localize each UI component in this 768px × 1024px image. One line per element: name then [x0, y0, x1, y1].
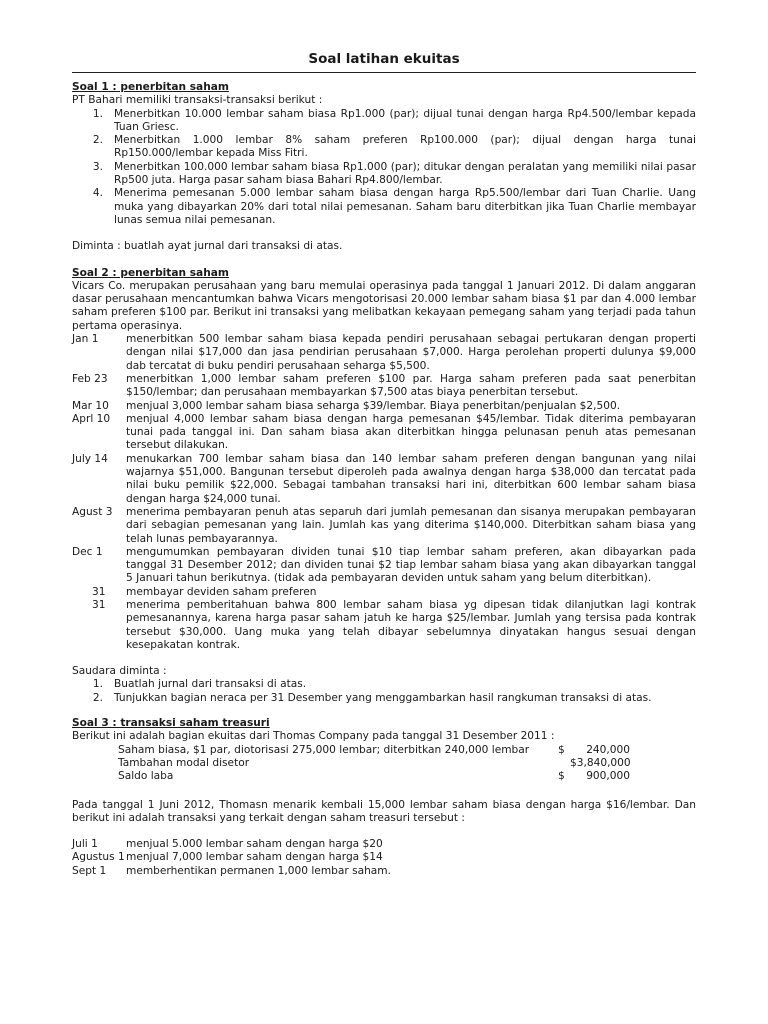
entry-date: Aprl 10 — [72, 412, 111, 425]
equity-label: Saham biasa, $1 par, diotorisasi 275,000 lembar; diterbitkan 240,000 lembar — [118, 743, 530, 756]
entry-text: menerbitkan 1,000 lembar saham preferen $100 par. Harga saham preferen pada saat penerbitan $150/lembar; dan perusahaan membayarkan $7,500 atas biaya penerbitan tersebut. — [126, 372, 696, 399]
transaction-entry — [72, 333, 696, 373]
transaction-entry — [72, 506, 696, 546]
table-row — [72, 770, 696, 783]
document-page — [72, 50, 696, 878]
item-number: 1. — [92, 107, 103, 120]
equity-amount: 240,000 — [586, 743, 630, 756]
transaction-entry — [72, 851, 696, 864]
list-item — [72, 134, 696, 161]
soal-2-intro: Vicars Co. merupakan perusahaan yang baru memulai operasinya pada tanggal 1 Januari 2012. Di dalam anggaran dasar perusahaan mencantumkan bahwa Vicars mengotorisasi 20.000 lembar saham biasa $1 par dan 4.000 lembar saham preferen $100 par. Berikut ini transaksi yang melibatkan kekayaan pemegang saham yang terjadi pada tahun pertama operasinya. — [72, 279, 696, 332]
entry-text: menjual 3,000 lembar saham biasa seharga $39/lembar. Biaya penerbitan/penjualan $2,500. — [126, 399, 621, 412]
entry-text: menerima pemberitahuan bahwa 800 lembar saham biasa yg dipesan tidak dilanjutkan lagi kontrak pemesanannya, karena harga pasar saham jatuh ke harga $25/lembar. Jumlah yang tersisa pada kontrak tersebut $30,000. Uang muka yang telah dibayar sebelumnya dinyatakan hangus sesuai dengan kesepakatan kontrak. — [126, 598, 696, 651]
entry-date: Agustus 1 — [72, 851, 125, 864]
item-text: Menerima pemesanan 5.000 lembar saham biasa dengan harga Rp5.500/lembar dari Tuan Charlie. Uang muka yang dibayarkan 20% dari total nilai pemesanan. Saham baru diterbitkan jika Tuan Charlie membayar lunas semua nilai pemesanan. — [114, 187, 696, 226]
equity-amount: $3,840,000 — [570, 756, 631, 769]
spacer — [72, 652, 696, 665]
entry-text: membayar deviden saham preferen — [126, 585, 317, 598]
soal-1-section — [72, 81, 696, 254]
entry-date: Agust 3 — [72, 505, 113, 518]
entry-text: memberhentikan permanen 1,000 lembar saham. — [126, 864, 391, 877]
entry-text: menerbitkan 500 lembar saham biasa kepada pendiri perusahaan sebagai pertukaran dengan properti dengan nilai $17,000 dan jasa pendirian perusahaan $7,000. Harga perolehan properti dulunya $9,000 dab tercatat di buku pendiri perusahaan seharga $5,500. — [126, 333, 696, 372]
spacer — [72, 825, 696, 838]
item-number: 1. — [92, 678, 103, 691]
soal-3-section — [72, 717, 696, 878]
list-item — [72, 161, 696, 188]
entry-text: menerima pembayaran penuh atas separuh dari jumlah pemesanan dan sisanya merupakan pembayaran dari sebagian pemesanan yang lain. Jumlah kas yang diterima $140,000. Diterbitkan saham biasa yang telah lunas pembayarannya. — [126, 505, 696, 545]
entry-date: Juli 1 — [72, 838, 98, 851]
transaction-entry — [72, 838, 696, 851]
entry-date: July 14 — [72, 452, 108, 465]
title-rule — [72, 72, 696, 73]
list-item — [72, 187, 696, 227]
list-item — [72, 692, 696, 705]
entry-text: menjual 4,000 lembar saham biasa dengan harga pemesanan $45/lembar. Tidak diterima pembayaran tunai pada tanggal ini. Dan saham biasa akan diterbitkan hingga pelunasan penuh atas pemesanan tersebut dilakukan. — [126, 412, 696, 452]
transaction-entry — [72, 373, 696, 400]
entry-date: Mar 10 — [72, 399, 109, 412]
equity-currency: $ — [558, 770, 565, 783]
item-text: Menerbitkan 100.000 lembar saham biasa Rp1.000 (par); ditukar dengan peralatan yang memiliki nilai pasar Rp500 juta. Harga pasar saham biasa Bahari Rp4.800/lembar. — [114, 160, 696, 187]
entry-date: 31 — [92, 598, 106, 611]
soal-1-diminta: Diminta : buatlah ayat jurnal dari transaksi di atas. — [72, 240, 343, 253]
soal-2-diminta: Saudara diminta : — [72, 665, 167, 678]
item-number: 2. — [92, 134, 103, 147]
list-item — [72, 108, 696, 135]
soal-3-heading: Soal 3 : transaksi saham treasuri — [72, 717, 270, 730]
item-number: 2. — [92, 691, 103, 704]
list-item — [72, 678, 696, 691]
spacer — [72, 254, 696, 267]
transaction-entry — [72, 586, 696, 599]
transaction-entry — [72, 865, 696, 878]
entry-text: menjual 7,000 lembar saham dengan harga $14 — [126, 851, 383, 864]
soal-1-heading: Soal 1 : penerbitan saham — [72, 81, 229, 93]
soal-1-intro: PT Bahari memiliki transaksi-transaksi berikut : — [72, 94, 323, 107]
equity-table — [72, 744, 696, 784]
equity-amount: 900,000 — [586, 770, 630, 783]
transaction-entry — [72, 599, 696, 652]
entry-date: Dec 1 — [72, 545, 103, 558]
equity-label: Tambahan modal disetor — [118, 756, 250, 769]
transaction-entry — [72, 453, 696, 506]
item-text: Buatlah jurnal dari transaksi di atas. — [114, 678, 307, 691]
item-text: Tunjukkan bagian neraca per 31 Desember yang menggambarkan hasil rangkuman transaksi di atas. — [114, 691, 652, 704]
entry-text: mengumumkan pembayaran dividen tunai $10 tiap lembar saham preferen, akan dibayarkan pada tanggal 31 Desember 2012; dan dividen tunai $2 tiap lembar saham biasa yang akan dibayarkan tanggal 5 Januari tahun berikutnya. (tidak ada pembayaran deviden untuk saham yang belum diterbitkan). — [126, 545, 696, 585]
equity-label: Saldo laba — [118, 770, 174, 783]
soal-3-intro: Berikut ini adalah bagian ekuitas dari Thomas Company pada tanggal 31 Desember 2011 : — [72, 730, 555, 743]
equity-currency: $ — [558, 743, 565, 756]
entry-date: 31 — [92, 585, 106, 598]
spacer — [72, 705, 696, 717]
entry-date: Sept 1 — [72, 864, 107, 877]
transaction-entry — [72, 546, 696, 586]
item-text: Menerbitkan 10.000 lembar saham biasa Rp1.000 (par); dijual tunai dengan harga Rp4.500/lembar kepada Tuan Griesc. — [114, 107, 696, 133]
item-number: 4. — [92, 187, 103, 200]
transaction-entry — [72, 400, 696, 413]
soal-2-section — [72, 267, 696, 706]
entry-text: menjual 5.000 lembar saham dengan harga $20 — [126, 838, 383, 851]
equity-currency — [558, 757, 570, 770]
item-text: Menerbitkan 1.000 lembar 8% saham preferen Rp100.000 (par); dijual dengan harga tunai Rp150.000/lembar kepada Miss Fitri. — [114, 134, 696, 160]
table-row — [72, 744, 696, 757]
entry-text: menukarkan 700 lembar saham biasa dan 140 lembar saham preferen dengan bangunan yang nilai wajarnya $51,000. Bangunan tersebut diperoleh pada awalnya dengan harga $38,000 dan tercatat pada nilai buku pemilik $22,000. Sebagai tambahan transaksi hari ini, diterbitkan 600 lembar saham biasa dengan harga $24,000 tunai. — [126, 452, 696, 505]
transaction-entry — [72, 413, 696, 453]
table-row — [72, 757, 696, 770]
entry-date: Jan 1 — [72, 333, 99, 346]
soal-1-list — [72, 108, 696, 228]
soal-2-heading: Soal 2 : penerbitan saham — [72, 266, 229, 279]
item-number: 3. — [92, 160, 103, 173]
soal-3-paragraph: Pada tanggal 1 Juni 2012, Thomasn menarik kembali 15,000 lembar saham biasa dengan harga $16/lembar. Dan berikut ini adalah transaksi yang terkait dengan saham treasuri tersebut : — [72, 798, 696, 824]
entry-date: Feb 23 — [72, 372, 108, 385]
document-title: Soal latihan ekuitas — [308, 51, 460, 67]
soal-2-tasks — [72, 678, 696, 705]
spacer — [72, 227, 696, 240]
